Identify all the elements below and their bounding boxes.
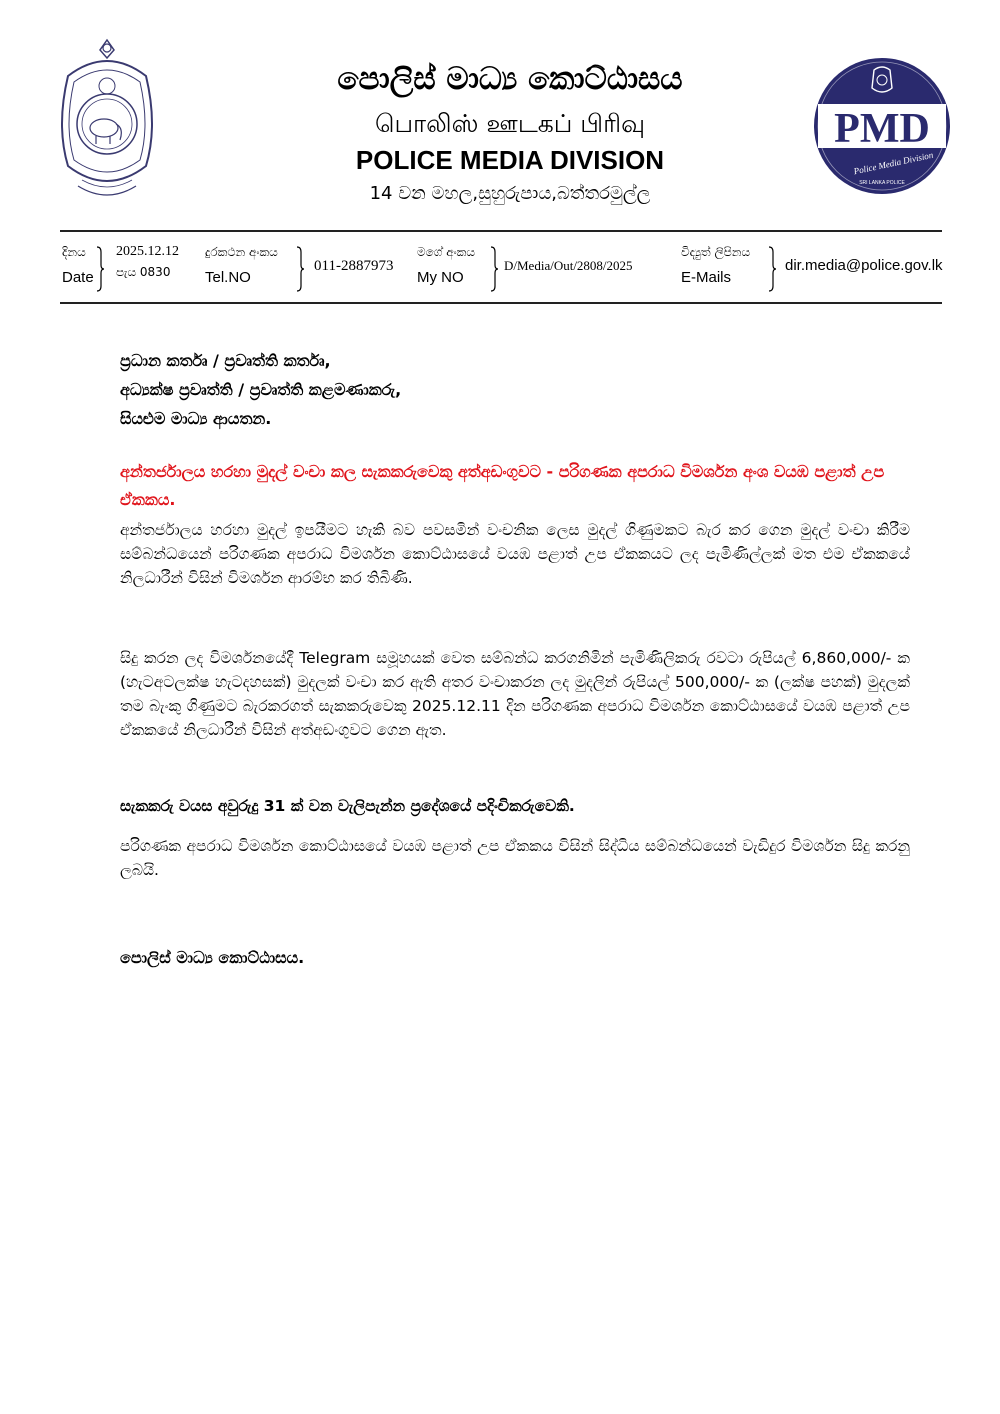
info-bar-top-rule — [60, 230, 942, 232]
police-seal-logo — [52, 36, 162, 208]
my-no-label: මගේ අංකය My NO — [417, 245, 476, 286]
bracket-icon — [96, 246, 104, 292]
date-label: දිනය Date — [62, 245, 94, 286]
closing-signature: පොලිස් මාධ්‍ය කොට්ඨාසය. — [120, 948, 305, 967]
logo-subtext: Police Media Division — [852, 149, 935, 177]
body-paragraph-2: සිදු කරන ලද විමර්ශනයේදී Telegram සමූහයක් වෙත සම්බන්ධ කරගනිමින් පැමිණිලිකරු රවටා රුපියල් 6,860,000/- ක (හැටඅටලක්ෂ හැටදහසක්) මුදලක් වංචා කර ඇති අතර වංචාකරන ලද මුදලින් රුපියල් 500,000/- ක (ලක්ෂ පහක්) මුදලක් තම බැංකු ගිණුමට බැරකරගත් සැකකරුවෙකු 2025.12.11 දින පරිගණක අපරාධ විමර්ශන කොට්ඨාසයේ වයඹ පළාත් උප ඒකකයේ නිලධාරීන් විසින් අත්අඩංගුවට ගෙන ඇත. — [120, 649, 910, 739]
body-paragraph-4: පරිගණක අපරාධ විමර්ශන කොට්ඨාසයේ වයඹ පළාත් උප ඒකකය විසින් සිද්ධිය සම්බන්ධයෙන් වැඩිදුර විමර්ශන සිදු කරනු ලබයි. — [120, 837, 910, 879]
office-address: 14 වන මහල,සුහුරුපාය,බත්තරමුල්ල — [369, 183, 651, 204]
addressee-line-3: සියළුම මාධ්‍ය ආයතන. — [120, 409, 272, 428]
letterhead-title-block — [300, 58, 720, 208]
title-tamil: பொலிஸ் ஊடகப் பிரிவு — [374, 109, 646, 138]
title-sinhala: පොලිස් මාධ්‍ය කොට්ඨාසය — [337, 61, 683, 97]
body-paragraph-3: සැකකරු වයස අවුරුදු 31 ක් වන වැලිපැන්න ප්‍රදේශයේ පදිංචිකරුවෙකි. — [120, 797, 575, 815]
bracket-icon — [490, 246, 498, 292]
my-no-value: D/Media/Out/2808/2025 — [504, 258, 633, 273]
addressee-line-2: අධ්‍යක්ෂ ප්‍රවෘත්ති / ප්‍රවෘත්ති කළමණාකරු, — [120, 380, 402, 399]
date-value: 2025.12.12 පැය 0830 — [116, 244, 179, 279]
info-bar-bottom-rule — [60, 302, 942, 304]
addressee-block — [120, 346, 401, 433]
tel-value: 011-2887973 — [314, 258, 394, 274]
bracket-icon — [768, 246, 776, 292]
tel-label: දුරකථන අංකය Tel.NO — [205, 245, 278, 286]
email-value[interactable]: dir.media@police.gov.lk — [785, 257, 943, 274]
body-paragraph-1: අන්තර්ජාලය හරහා මුදල් ඉපයීමට හැකි බව පවසමින් වංචනික ලෙස මුදල් ගිණුමකට බැර කර ගෙන මුදල් වංචා කිරීම සම්බන්ධයෙන් පරිගණක අපරාධ විමර්ශන කොට්ඨාසයේ වයඹ පළාත් උප ඒකකයට ලද පැමිණිල්ලක් මත එම ඒකකයේ නිලධාරීන් විසින් විමර්ශන ආරම්භ කර තිබිණි. — [120, 521, 910, 587]
logo-footer: SRI LANKA POLICE — [859, 180, 905, 186]
pmd-logo — [812, 56, 952, 196]
bracket-icon — [296, 246, 304, 292]
logo-text: PMD — [834, 106, 930, 152]
title-english: POLICE MEDIA DIVISION — [355, 145, 665, 175]
news-headline: අන්තර්ජාලය හරහා මුදල් වංචා කල සැකකරුවෙකු අත්අඩංගුවට - පරිගණක අපරාධ විමර්ශන අංශ වයඹ පළාත් උප ඒකකය. — [120, 462, 885, 509]
email-label: විද්‍යුත් ලිපිනය E-Mails — [681, 245, 751, 286]
addressee-line-1: ප්‍රධාන කර්තෘ / ප්‍රවෘත්ති කර්තෘ, — [120, 351, 331, 370]
